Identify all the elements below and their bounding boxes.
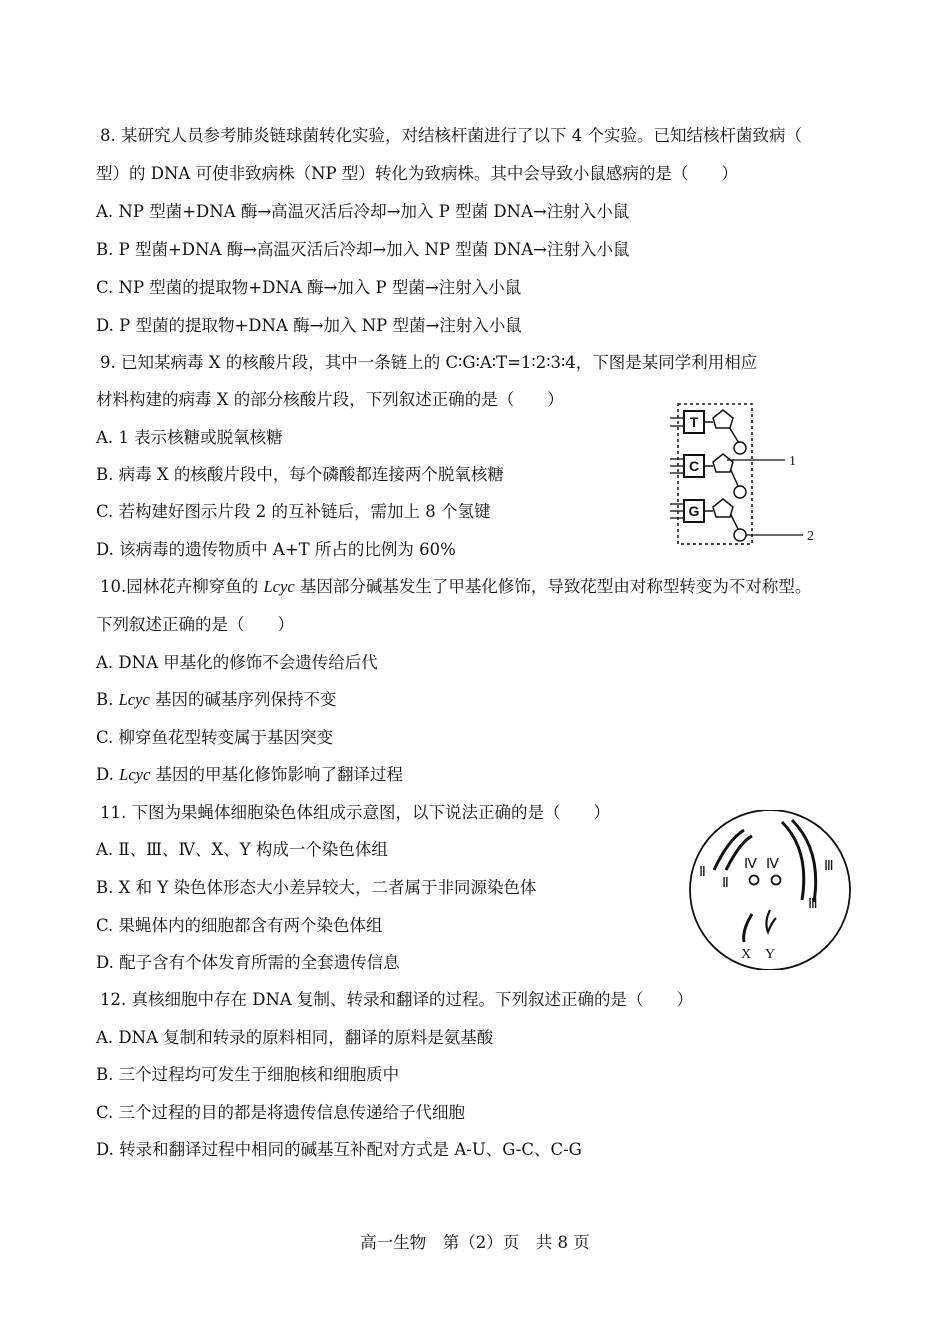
base-label-t: T — [689, 414, 699, 430]
chrom-label-y: Y — [765, 947, 776, 962]
chrom-label-ii-2: Ⅱ — [722, 876, 729, 891]
q9-option-a: A. 1 表示核糖或脱氧核糖 — [96, 428, 283, 447]
chrom-label-iv-1: Ⅳ — [744, 857, 757, 872]
q11-chromosome-figure — [684, 810, 856, 970]
q12-stem-line-1: 12. 真核细胞中存在 DNA 复制、转录和翻译的过程。下列叙述正确的是（ ） — [100, 990, 694, 1009]
q8-option-b: B. P 型菌+DNA 酶→高温灭活后冷却→加入 NP 型菌 DNA→注射入小鼠 — [96, 240, 630, 259]
q8-option-a: A. NP 型菌+DNA 酶→高温灭活后冷却→加入 P 型菌 DNA→注射入小鼠 — [96, 202, 630, 221]
q10-stem-text: 10.园林花卉柳穿鱼的 Lcyc 基因部分碱基发生了甲基化修饰，导致花型由对称型转变为不对称型。 — [100, 577, 812, 596]
label-1: 1 — [789, 454, 796, 469]
q8-stem-line-1: 8. 某研究人员参考肺炎链球菌转化实验，对结核杆菌进行了以下 4 个实验。已知结核杆菌致病（ — [100, 126, 802, 145]
q8-stem-line-2: 型）的 DNA 可使非致病株（NP 型）转化为致病株。其中会导致小鼠感病的是（ ） — [96, 164, 738, 183]
chrom-label-iii-1: Ⅲ — [824, 859, 834, 874]
label-2: 2 — [807, 529, 814, 544]
q9-stem-line-1: 9. 已知某病毒 X 的核酸片段，其中一条链上的 C∶G∶A∶T=1∶2∶3∶4，下图是某同学利用相应 — [100, 353, 758, 372]
q10-option-b: B. Lcyc 基因的碱基序列保持不变 — [96, 690, 337, 709]
q8-option-d: D. P 型菌的提取物+DNA 酶→加入 NP 型菌→注射入小鼠 — [96, 316, 522, 335]
q9-option-b: B. 病毒 X 的核酸片段中，每个磷酸都连接两个脱氧核糖 — [96, 465, 504, 484]
q11-option-d: D. 配子含有个体发育所需的全套遗传信息 — [96, 953, 400, 972]
chrom-label-x: X — [741, 947, 752, 962]
q10-option-d: D. Lcyc 基因的甲基化修饰影响了翻译过程 — [96, 765, 404, 784]
chrom-label-iv-2: Ⅳ — [766, 857, 779, 872]
q9-option-c: C. 若构建好图示片段 2 的互补链后，需加上 8 个氢键 — [96, 502, 491, 521]
base-label-c: C — [688, 458, 700, 474]
q9-stem-line-2: 材料构建的病毒 X 的部分核酸片段，下列叙述正确的是（ ） — [96, 390, 564, 409]
q12-option-d: D. 转录和翻译过程中相同的碱基互补配对方式是 A-U、G-C、C-G — [96, 1140, 582, 1159]
q11-option-c: C. 果蝇体内的细胞都含有两个染色体组 — [96, 916, 383, 935]
q8-option-c: C. NP 型菌的提取物+DNA 酶→加入 P 型菌→注射入小鼠 — [96, 278, 522, 297]
q12-option-b: B. 三个过程均可发生于细胞核和细胞质中 — [96, 1065, 400, 1084]
q11-option-a: A. Ⅱ、Ⅲ、Ⅳ、X、Y 构成一个染色体组 — [96, 840, 388, 859]
chrom-label-ii-1: Ⅱ — [699, 865, 706, 880]
base-label-g: G — [688, 503, 700, 519]
q11-option-b: B. X 和 Y 染色体形态大小差异较大，二者属于非同源染色体 — [96, 878, 537, 897]
q12-option-a: A. DNA 复制和转录的原料相同，翻译的原料是氨基酸 — [96, 1028, 494, 1047]
page-footer: 高一生物 第（2）页 共 8 页 — [360, 1233, 590, 1252]
q10-stem-line-1 — [100, 579, 811, 596]
q10-option-c: C. 柳穿鱼花型转变属于基因突变 — [96, 728, 334, 747]
chrom-label-iii-2: Ⅲ — [808, 897, 818, 912]
q11-stem-line-1: 11. 下图为果蝇体细胞染色体组成示意图，以下说法正确的是（ ） — [100, 803, 610, 822]
q10-stem-line-2: 下列叙述正确的是（ ） — [96, 615, 294, 634]
q10-option-a: A. DNA 甲基化的修饰不会遗传给后代 — [96, 653, 378, 672]
q9-nucleic-acid-figure — [665, 400, 835, 550]
q9-option-d: D. 该病毒的遗传物质中 A+T 所占的比例为 60% — [96, 540, 456, 559]
q12-option-c: C. 三个过程的目的都是将遗传信息传递给子代细胞 — [96, 1103, 466, 1122]
